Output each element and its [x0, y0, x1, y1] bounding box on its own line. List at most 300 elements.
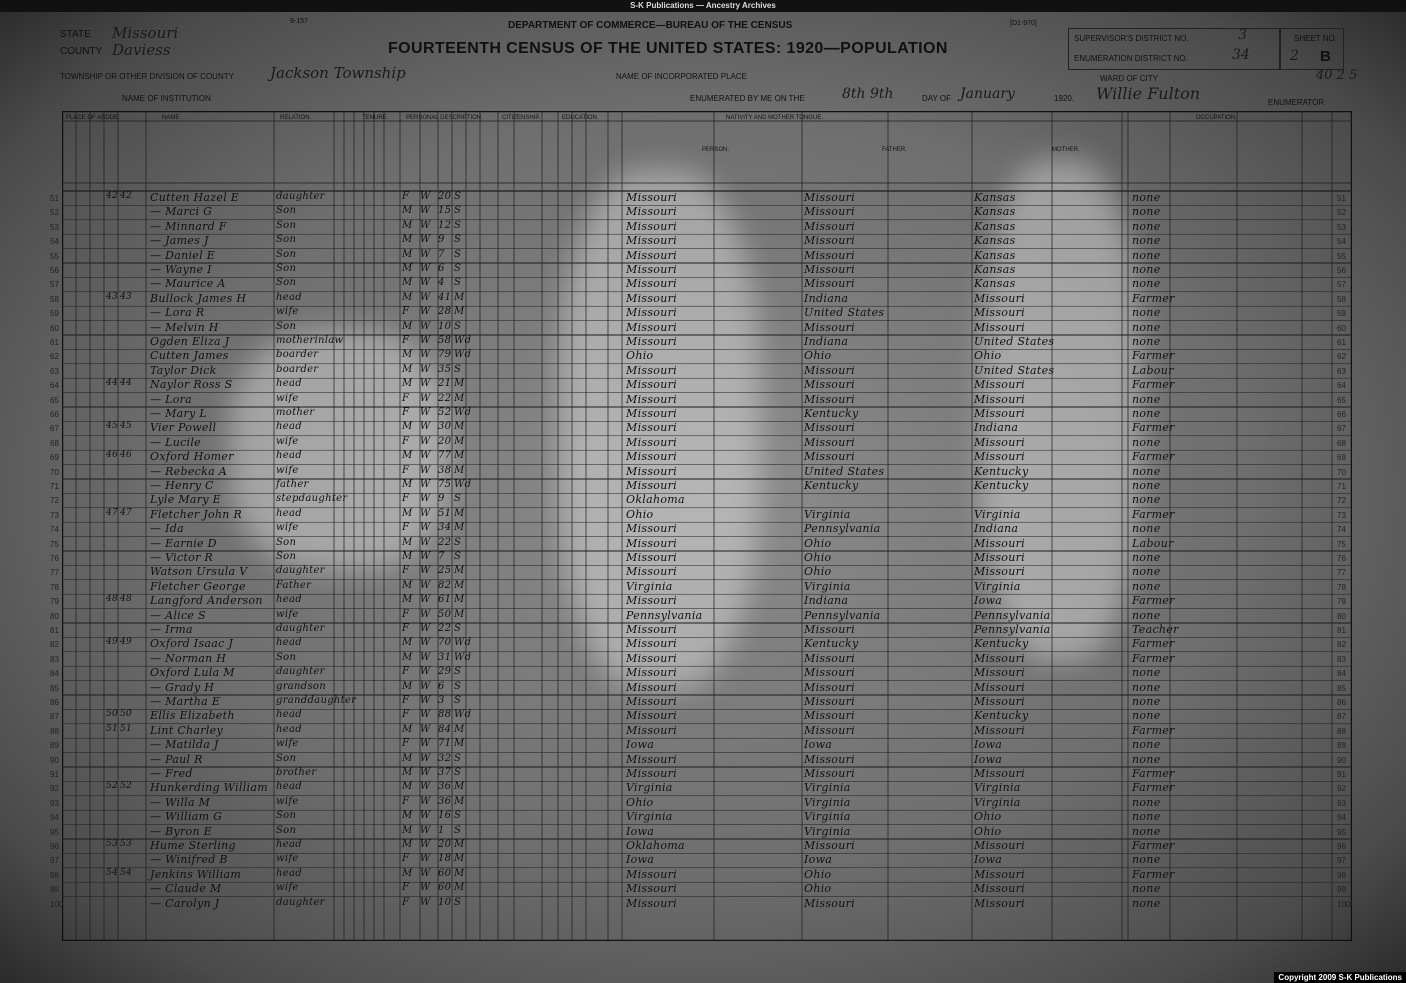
marital-status: M — [454, 392, 465, 404]
line-number: 78 — [50, 582, 59, 592]
marital-status: S — [454, 219, 462, 231]
occupation: none — [1132, 479, 1161, 492]
sex: F — [402, 666, 410, 678]
birthplace: Missouri — [626, 695, 677, 708]
birthplace: Missouri — [626, 407, 677, 420]
age: 16 — [438, 810, 452, 822]
occupation: none — [1132, 234, 1161, 248]
race: W — [420, 464, 431, 476]
sex: F — [402, 306, 410, 318]
birthplace: Missouri — [626, 421, 677, 435]
line-number: 77 — [1337, 568, 1346, 578]
line-number: 92 — [1337, 784, 1346, 794]
birthplace: Virginia — [626, 781, 673, 795]
father-birthplace: Ohio — [804, 565, 832, 579]
line-number: 87 — [1337, 712, 1346, 722]
sex: F — [402, 335, 410, 346]
age: 58 — [438, 335, 452, 346]
person-name: Oxford Lula M — [150, 666, 235, 680]
race: W — [420, 867, 431, 879]
mother-birthplace: Missouri — [974, 651, 1025, 665]
line-number: 85 — [50, 683, 59, 693]
family-number: 54 — [120, 867, 133, 878]
person-name: Lyle Mary E — [150, 493, 221, 507]
father-birthplace: Missouri — [804, 723, 855, 737]
form-number: 9-157 — [290, 18, 308, 25]
sheet-letter: B — [1320, 48, 1331, 65]
age: 34 — [438, 522, 452, 534]
marital-status: S — [454, 277, 462, 289]
line-number: 67 — [50, 424, 59, 434]
person-name: Hume Sterling — [150, 839, 236, 852]
race: W — [420, 839, 431, 850]
marital-status: Wd — [454, 637, 472, 649]
relation: Son — [276, 234, 297, 246]
line-number: 53 — [50, 222, 59, 232]
mother-birthplace: Indiana — [974, 421, 1019, 435]
line-number: 69 — [1337, 453, 1346, 463]
person-name: Oxford Homer — [150, 450, 234, 464]
mother-birthplace: Kansas — [974, 234, 1016, 248]
enum-district-value: 34 — [1232, 47, 1250, 63]
relation: Son — [276, 320, 297, 332]
sex: M — [402, 349, 413, 361]
occupation: none — [1132, 882, 1161, 896]
birthplace: Missouri — [626, 623, 677, 636]
sex: M — [402, 363, 413, 375]
occupation: Farmer — [1132, 651, 1175, 665]
father-birthplace: United States — [804, 464, 885, 478]
marital-status: Wd — [454, 479, 472, 490]
race: W — [420, 435, 431, 447]
line-number: 93 — [50, 798, 59, 808]
relation: head — [276, 723, 302, 735]
relation: Son — [276, 248, 297, 260]
person-name: — Fred — [150, 767, 193, 780]
age: 31 — [438, 651, 452, 663]
marital-status: S — [454, 205, 462, 217]
age: 70 — [438, 637, 452, 649]
age: 15 — [438, 205, 452, 217]
father-birthplace: Missouri — [804, 666, 855, 680]
age: 41 — [438, 291, 452, 303]
mother-birthplace: Missouri — [974, 536, 1025, 550]
person-name: — Alice S — [150, 608, 206, 622]
marital-status: M — [454, 738, 465, 750]
enumerated-label: ENUMERATED BY ME ON THE — [690, 94, 805, 103]
line-number: 88 — [1337, 726, 1346, 736]
occupation: Teacher — [1132, 623, 1179, 636]
race: W — [420, 306, 431, 318]
father-birthplace: Iowa — [804, 738, 833, 752]
age: 10 — [438, 896, 452, 908]
birthplace: Missouri — [626, 594, 677, 608]
relation: Son — [276, 277, 297, 289]
age: 12 — [438, 219, 452, 231]
relation: head — [276, 781, 302, 793]
person-name: Vier Powell — [150, 421, 217, 435]
line-number: 70 — [50, 467, 59, 477]
occupation: none — [1132, 579, 1161, 593]
birthplace: Missouri — [626, 723, 677, 737]
mother-birthplace: Indiana — [974, 522, 1019, 536]
birthplace: Missouri — [626, 752, 677, 766]
sex: M — [402, 594, 413, 606]
dwelling-number: 47 — [106, 507, 119, 518]
mother-birthplace: Kentucky — [974, 709, 1029, 723]
person-name: — Martha E — [150, 695, 221, 708]
relation: Son — [276, 824, 297, 836]
section-heading: PLACE OF ABODE. — [66, 115, 120, 121]
age: 36 — [438, 781, 452, 793]
birthplace: Virginia — [626, 579, 673, 593]
family-number: 51 — [120, 723, 133, 734]
age: 61 — [438, 594, 452, 606]
father-birthplace: Missouri — [804, 695, 855, 708]
mother-birthplace: Virginia — [974, 781, 1021, 795]
nativity-subheading: PERSON. — [702, 147, 730, 153]
line-number: 79 — [50, 597, 59, 607]
relation: Father — [276, 579, 312, 591]
sex: F — [402, 738, 410, 750]
mother-birthplace: Missouri — [974, 680, 1025, 694]
father-birthplace: Missouri — [804, 896, 855, 910]
line-number: 84 — [50, 669, 59, 679]
father-birthplace: Virginia — [804, 810, 851, 824]
relation: wife — [276, 392, 299, 404]
father-birthplace: Ohio — [804, 349, 832, 363]
race: W — [420, 752, 431, 764]
sex: M — [402, 219, 413, 231]
page-title: FOURTEENTH CENSUS OF THE UNITED STATES: 1920—POPULATION — [388, 40, 948, 57]
occupation: none — [1132, 608, 1161, 622]
sex: F — [402, 464, 410, 476]
relation: wife — [276, 464, 299, 476]
occupation: none — [1132, 407, 1161, 420]
marital-status: M — [454, 507, 465, 519]
line-number: 64 — [50, 381, 59, 391]
sex: M — [402, 320, 413, 332]
occupation: none — [1132, 392, 1161, 406]
mother-birthplace: Missouri — [974, 551, 1025, 564]
birthplace: Missouri — [626, 234, 677, 248]
line-number: 81 — [50, 626, 59, 635]
supervisor-label: SUPERVISOR'S DISTRICT NO. — [1074, 34, 1189, 43]
line-number: 88 — [50, 726, 59, 736]
line-number: 94 — [50, 813, 59, 823]
age: 25 — [438, 565, 452, 577]
sex: F — [402, 795, 410, 807]
marital-status: S — [454, 666, 462, 678]
section-heading: PERSONAL DESCRIPTION. — [406, 115, 483, 121]
sex: M — [402, 536, 413, 548]
birthplace: Missouri — [626, 263, 677, 276]
mother-birthplace: Missouri — [974, 867, 1025, 881]
line-number: 52 — [50, 208, 59, 218]
mother-birthplace: Missouri — [974, 695, 1025, 708]
relation: daughter — [276, 623, 325, 634]
birthplace: Missouri — [626, 435, 677, 449]
sex: F — [402, 392, 410, 404]
line-number: 83 — [1337, 654, 1346, 664]
line-number: 53 — [1337, 222, 1346, 232]
mother-birthplace: Missouri — [974, 407, 1025, 420]
line-number: 79 — [1337, 597, 1346, 607]
race: W — [420, 565, 431, 577]
sex: M — [402, 839, 413, 850]
township-label: TOWNSHIP OR OTHER DIVISION OF COUNTY — [60, 72, 234, 81]
birthplace: Missouri — [626, 709, 677, 723]
sex: F — [402, 522, 410, 534]
family-number: 46 — [120, 450, 133, 461]
line-number: 83 — [50, 654, 59, 664]
person-name: — Ida — [150, 522, 184, 536]
line-number: 51 — [1337, 194, 1346, 203]
sex: M — [402, 234, 413, 246]
birthplace: Missouri — [626, 651, 677, 665]
mother-birthplace: Kansas — [974, 263, 1016, 276]
person-name: — Lora R — [150, 306, 205, 320]
birthplace: Ohio — [626, 507, 654, 521]
race: W — [420, 695, 431, 706]
marital-status: M — [454, 378, 465, 390]
family-number: 49 — [120, 637, 133, 648]
birthplace: Missouri — [626, 464, 677, 478]
sex: M — [402, 205, 413, 217]
form-code: [D1-970] — [1010, 20, 1037, 27]
father-birthplace: Virginia — [804, 781, 851, 795]
relation: wife — [276, 795, 299, 807]
marital-status: S — [454, 234, 462, 246]
person-name: — Victor R — [150, 551, 214, 564]
line-number: 86 — [50, 698, 59, 707]
birthplace: Pennsylvania — [626, 608, 703, 622]
line-number: 66 — [50, 410, 59, 419]
race: W — [420, 507, 431, 519]
line-number: 96 — [50, 842, 59, 851]
person-name: — Grady H — [150, 680, 215, 694]
relation: wife — [276, 435, 299, 447]
line-number: 77 — [50, 568, 59, 578]
occupation: none — [1132, 795, 1161, 809]
line-number: 61 — [50, 338, 59, 347]
age: 60 — [438, 867, 452, 879]
line-number: 72 — [50, 496, 59, 506]
relation: wife — [276, 522, 299, 534]
occupation: none — [1132, 205, 1161, 219]
age: 79 — [438, 349, 452, 361]
sex: M — [402, 450, 413, 462]
birthplace: Missouri — [626, 248, 677, 262]
line-number: 73 — [1337, 510, 1346, 520]
race: W — [420, 291, 431, 303]
mother-birthplace: Ohio — [974, 349, 1002, 363]
age: 71 — [438, 738, 452, 750]
occupation: none — [1132, 896, 1161, 910]
occupation: none — [1132, 263, 1161, 276]
race: W — [420, 479, 431, 490]
relation: wife — [276, 853, 299, 865]
occupation: none — [1132, 320, 1161, 334]
marital-status: Wd — [454, 335, 472, 346]
father-birthplace: Missouri — [804, 263, 855, 276]
occupation: none — [1132, 435, 1161, 449]
mother-birthplace: Kansas — [974, 277, 1016, 291]
line-number: 80 — [1337, 611, 1346, 621]
age: 9 — [438, 234, 445, 246]
sex: F — [402, 882, 410, 894]
line-number: 100 — [1337, 899, 1351, 909]
father-birthplace: Missouri — [804, 680, 855, 694]
marital-status: S — [454, 752, 462, 764]
race: W — [420, 421, 431, 433]
relation: head — [276, 637, 302, 649]
father-birthplace: Missouri — [804, 709, 855, 723]
person-name: — Marci G — [150, 205, 213, 219]
father-birthplace: Virginia — [804, 824, 851, 838]
line-number: 84 — [1337, 669, 1346, 679]
mother-birthplace: Missouri — [974, 565, 1025, 579]
person-name: — Melvin H — [150, 320, 219, 334]
county-label: COUNTY — [60, 46, 103, 57]
dwelling-number: 53 — [106, 839, 119, 849]
line-number: 59 — [1337, 309, 1346, 319]
relation: head — [276, 378, 302, 390]
occupation: none — [1132, 824, 1161, 838]
person-name: Hunkerding William — [150, 781, 268, 795]
person-name: Jenkins William — [150, 867, 242, 881]
line-number: 95 — [1337, 827, 1346, 837]
marital-status: S — [454, 191, 462, 202]
line-number: 65 — [50, 395, 59, 405]
marital-status: M — [454, 565, 465, 577]
mother-birthplace: Iowa — [974, 853, 1003, 867]
occupation: Farmer — [1132, 767, 1175, 780]
mother-birthplace: Kentucky — [974, 479, 1029, 492]
race: W — [420, 709, 431, 721]
marital-status: S — [454, 767, 462, 778]
enumerator-value: Willie Fulton — [1096, 84, 1201, 103]
dwelling-number: 52 — [106, 781, 119, 792]
line-number: 60 — [50, 323, 59, 333]
sex: M — [402, 723, 413, 735]
mother-birthplace: Missouri — [974, 378, 1025, 392]
father-birthplace: Iowa — [804, 853, 833, 867]
line-number: 74 — [1337, 525, 1346, 535]
person-name: — Daniel E — [150, 248, 216, 262]
mother-birthplace: United States — [974, 363, 1055, 377]
mother-birthplace: United States — [974, 335, 1055, 348]
age: 18 — [438, 853, 452, 865]
occupation: none — [1132, 493, 1161, 507]
occupation: none — [1132, 522, 1161, 536]
age: 22 — [438, 536, 452, 548]
birthplace: Missouri — [626, 522, 677, 536]
race: W — [420, 882, 431, 894]
line-number: 63 — [1337, 366, 1346, 376]
relation: head — [276, 507, 302, 519]
person-name: Ogden Eliza J — [150, 335, 230, 348]
father-birthplace: Ohio — [804, 551, 832, 564]
age: 3 — [438, 695, 445, 706]
father-birthplace: Missouri — [804, 623, 855, 636]
line-number: 100 — [50, 899, 64, 909]
sex: M — [402, 680, 413, 692]
marital-status: S — [454, 263, 462, 274]
race: W — [420, 738, 431, 750]
section-heading: NAME — [162, 115, 180, 121]
person-name: Ellis Elizabeth — [150, 709, 235, 723]
birthplace: Missouri — [626, 378, 677, 392]
sex: F — [402, 191, 410, 202]
line-number: 60 — [1337, 323, 1346, 333]
father-birthplace: Missouri — [804, 363, 855, 377]
age: 52 — [438, 407, 452, 418]
birthplace: Missouri — [626, 277, 677, 291]
occupation: Farmer — [1132, 450, 1175, 464]
age: 20 — [438, 191, 452, 202]
occupation: Farmer — [1132, 839, 1175, 852]
mother-birthplace: Pennsylvania — [974, 623, 1051, 636]
sex: M — [402, 824, 413, 836]
marital-status: S — [454, 320, 462, 332]
race: W — [420, 349, 431, 361]
mother-birthplace: Kansas — [974, 248, 1016, 262]
person-name: Lint Charley — [150, 723, 223, 737]
relation: head — [276, 291, 302, 303]
age: 36 — [438, 795, 452, 807]
relation: Son — [276, 219, 297, 231]
mother-birthplace: Missouri — [974, 839, 1025, 852]
age: 38 — [438, 464, 452, 476]
race: W — [420, 795, 431, 807]
race: W — [420, 320, 431, 332]
line-number: 66 — [1337, 410, 1346, 419]
age: 82 — [438, 579, 452, 591]
relation: wife — [276, 882, 299, 894]
birthplace: Iowa — [626, 853, 655, 867]
marital-status: M — [454, 579, 465, 591]
age: 6 — [438, 263, 445, 274]
age: 10 — [438, 320, 452, 332]
family-number: 53 — [120, 839, 133, 849]
sex: M — [402, 291, 413, 303]
occupation: none — [1132, 565, 1161, 579]
birthplace: Missouri — [626, 363, 677, 377]
age: 75 — [438, 479, 452, 490]
mother-birthplace: Missouri — [974, 666, 1025, 680]
father-birthplace: Missouri — [804, 248, 855, 262]
dwelling-number: 46 — [106, 450, 119, 461]
line-number: 69 — [50, 453, 59, 463]
birthplace: Missouri — [626, 392, 677, 406]
father-birthplace: Ohio — [804, 536, 832, 550]
relation: wife — [276, 306, 299, 318]
relation: motherinlaw — [276, 335, 344, 346]
age: 1 — [438, 824, 445, 836]
dwelling-number: 43 — [106, 291, 119, 302]
father-birthplace: Indiana — [804, 594, 849, 608]
age: 35 — [438, 363, 452, 375]
race: W — [420, 277, 431, 289]
copyright: Copyright 2009 S-K Publications — [1274, 972, 1406, 983]
relation: father — [276, 479, 309, 490]
race: W — [420, 335, 431, 346]
marital-status: Wd — [454, 349, 472, 361]
race: W — [420, 608, 431, 620]
father-birthplace: Missouri — [804, 234, 855, 248]
marital-status: S — [454, 551, 462, 562]
